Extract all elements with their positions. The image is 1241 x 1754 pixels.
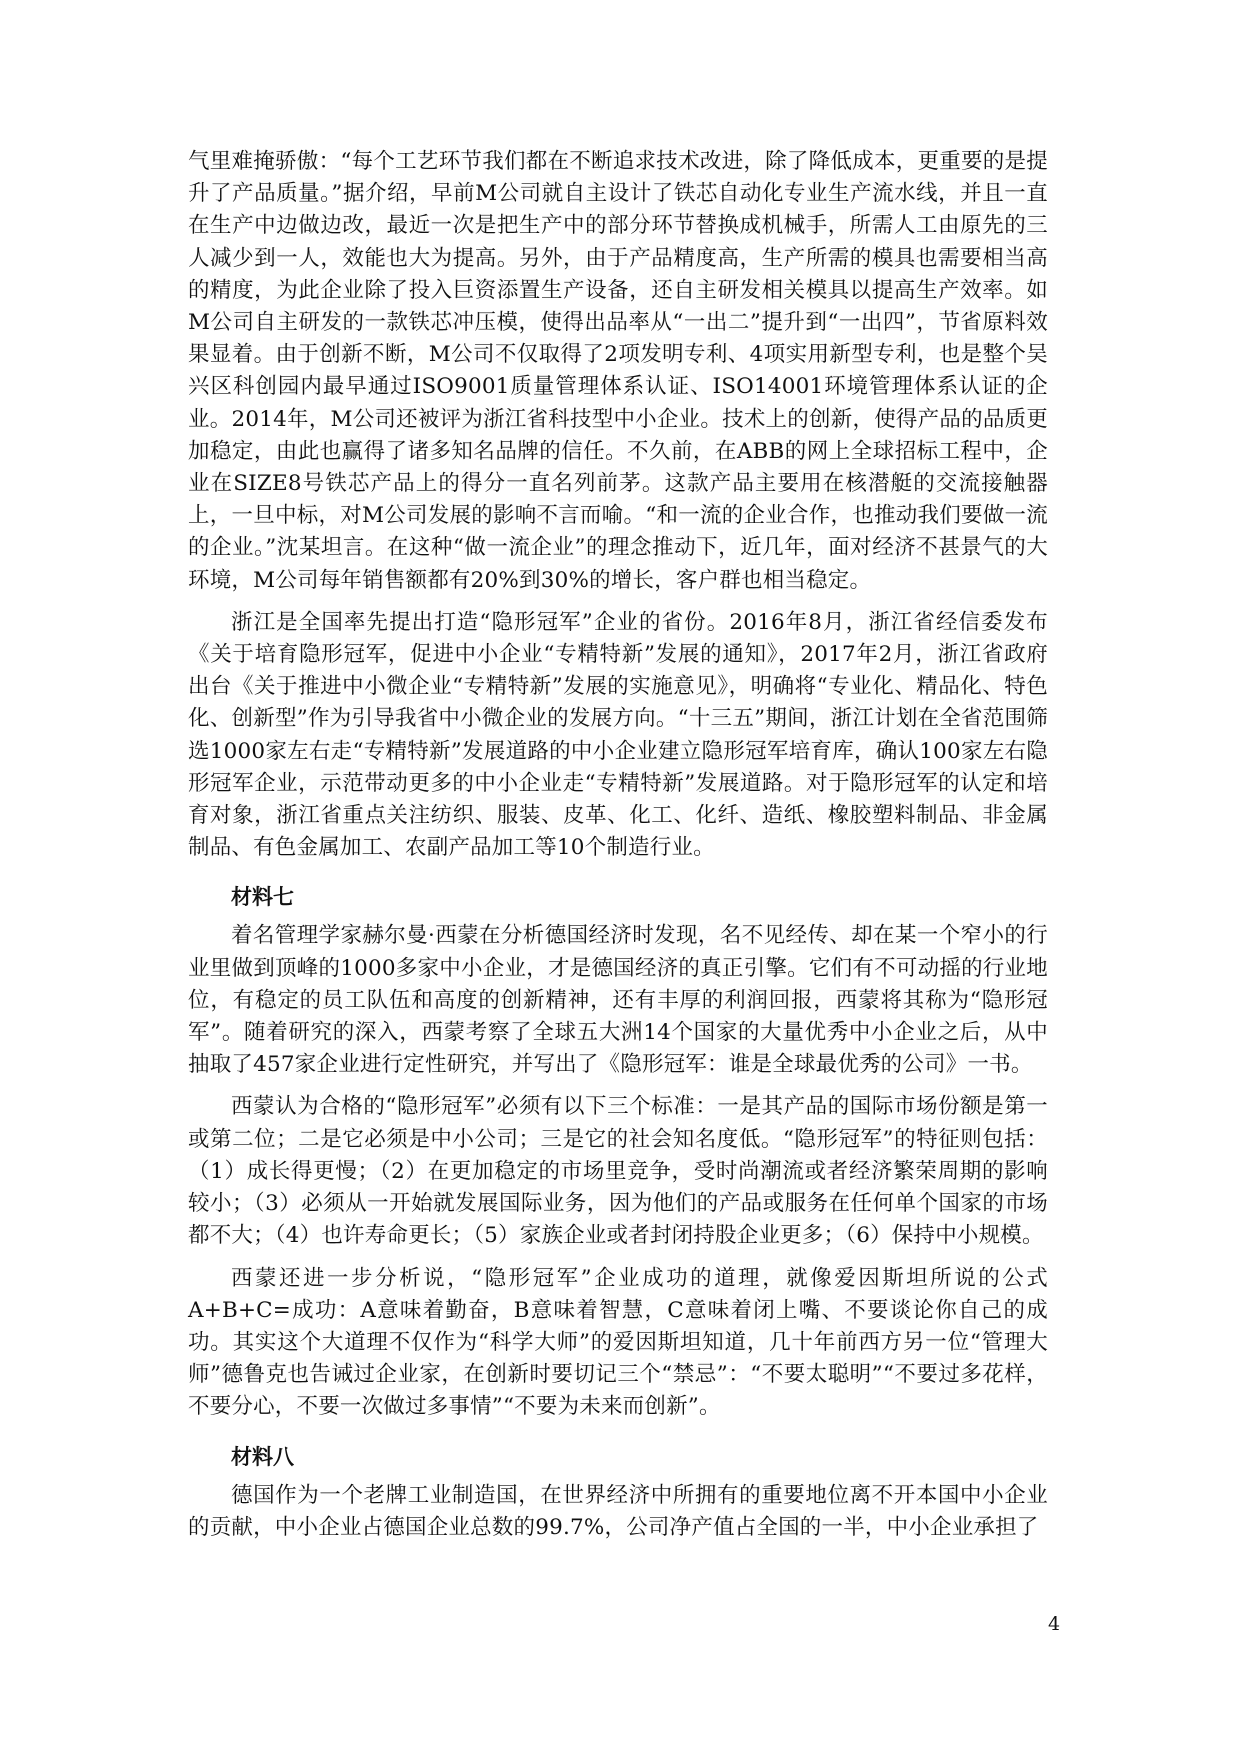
document-page (188, 146, 1048, 1544)
paragraph-simon-intro: 着名管理学家赫尔曼·西蒙在分析德国经济时发现，名不见经传、却在某一个窄小的行业里做到顶峰的1000多家中小企业，才是德国经济的真正引擎。它们有不可动摇的行业地位，有稳定的员工队伍和高度的创新精神，还有丰厚的利润回报，西蒙将其称为“隐形冠军”。随着研究的深入，西蒙考察了全球五大洲14个国家的大量优秀中小企业之后，从中抽取了457家企业进行定性研究，并写出了《隐形冠军：谁是全球最优秀的公司》一书。 (188, 923, 1048, 1078)
paragraph-germany: 德国作为一个老牌工业制造国，在世界经济中所拥有的重要地位离不开本国中小企业的贡献，中小企业占德国企业总数的99.7%，公司净产值占全国的一半，中小企业承担了 (188, 1482, 1048, 1540)
paragraph-zhejiang: 浙江是全国率先提出打造“隐形冠军”企业的省份。2016年8月，浙江省经信委发布《关于培育隐形冠军，促进中小企业“专精特新”发展的通知》，2017年2月，浙江省政府出台《关于推进中小微企业“专精特新”发展的实施意见》，明确将“专业化、精品化、特色化、创新型”作为引导我省中小微企业的发展方向。“十三五”期间，浙江计划在全省范围筛选1000家左右走“专精特新”发展道路的中小企业建立隐形冠军培育库，确认100家左右隐形冠军企业，示范带动更多的中小企业走“专精特新”发展道路。对于隐形冠军的认定和培育对象，浙江省重点关注纺织、服装、皮革、化工、化纤、造纸、橡胶塑料制品、非金属制品、有色金属加工、农副产品加工等10个制造行业。 (188, 609, 1048, 861)
paragraph-simon-criteria: 西蒙认为合格的“隐形冠军”必须有以下三个标准：一是其产品的国际市场份额是第一或第二位；二是它必须是中小公司；三是它的社会知名度低。“隐形冠军”的特征则包括：（1）成长得更慢；（2）在更加稳定的市场里竞争，受时尚潮流或者经济繁荣周期的影响较小；（3）必须从一开始就发展国际业务，因为他们的产品或服务在任何单个国家的市场都不大；（4）也许寿命更长；（5）家族企业或者封闭持股企业更多；（6）保持中小规模。 (188, 1094, 1048, 1249)
heading-material-8: 材料八 (231, 1444, 294, 1469)
paragraph-continued: 气里难掩骄傲：“每个工艺环节我们都在不断追求技术改进，除了降低成本，更重要的是提升了产品质量。”据介绍，早前M公司就自主设计了铁芯自动化专业生产流水线，并且一直在生产中边做边改，最近一次是把生产中的部分环节替换成机械手，所需人工由原先的三人减少到一人，效能也大为提高。另外，由于产品精度高，生产所需的模具也需要相当高的精度，为此企业除了投入巨资添置生产设备，还自主研发相关模具以提高生产效率。如M公司自主研发的一款铁芯冲压模，使得出品率从“一出二”提升到“一出四”，节省原料效果显着。由于创新不断，M公司不仅取得了2项发明专利、4项实用新型专利，也是整个吴兴区科创园内最早通过ISO9001质量管理体系认证、ISO14001环境管理体系认证的企业。2014年，M公司还被评为浙江省科技型中小企业。技术上的创新，使得产品的品质更加稳定，由此也赢得了诸多知名品牌的信任。不久前，在ABB的网上全球招标工程中，企业在SIZE8号铁芯产品上的得分一直名列前茅。这款产品主要用在核潜艇的交流接触器上，一旦中标，对M公司发展的影响不言而喻。“和一流的企业合作，也推动我们要做一流的企业。”沈某坦言。在这种“做一流企业”的理念推动下，近几年，面对经济不甚景气的大环境，M公司每年销售额都有20%到30%的增长，客户群也相当稳定。 (188, 149, 1048, 593)
paragraph-simon-formula: 西蒙还进一步分析说，“隐形冠军”企业成功的道理，就像爱因斯坦所说的公式A+B+C=成功：A意味着勤奋，B意味着智慧，C意味着闭上嘴、不要谈论你自己的成功。其实这个大道理不仅作为“科学大师”的爱因斯坦知道，几十年前西方另一位“管理大师”德鲁克也告诫过企业家，在创新时要切记三个“禁忌”：“不要太聪明”“不要过多花样，不要分心，不要一次做过多事情”“不要为未来而创新”。 (188, 1265, 1048, 1420)
page-number: 4 (1048, 1613, 1061, 1635)
heading-material-7: 材料七 (231, 885, 294, 910)
